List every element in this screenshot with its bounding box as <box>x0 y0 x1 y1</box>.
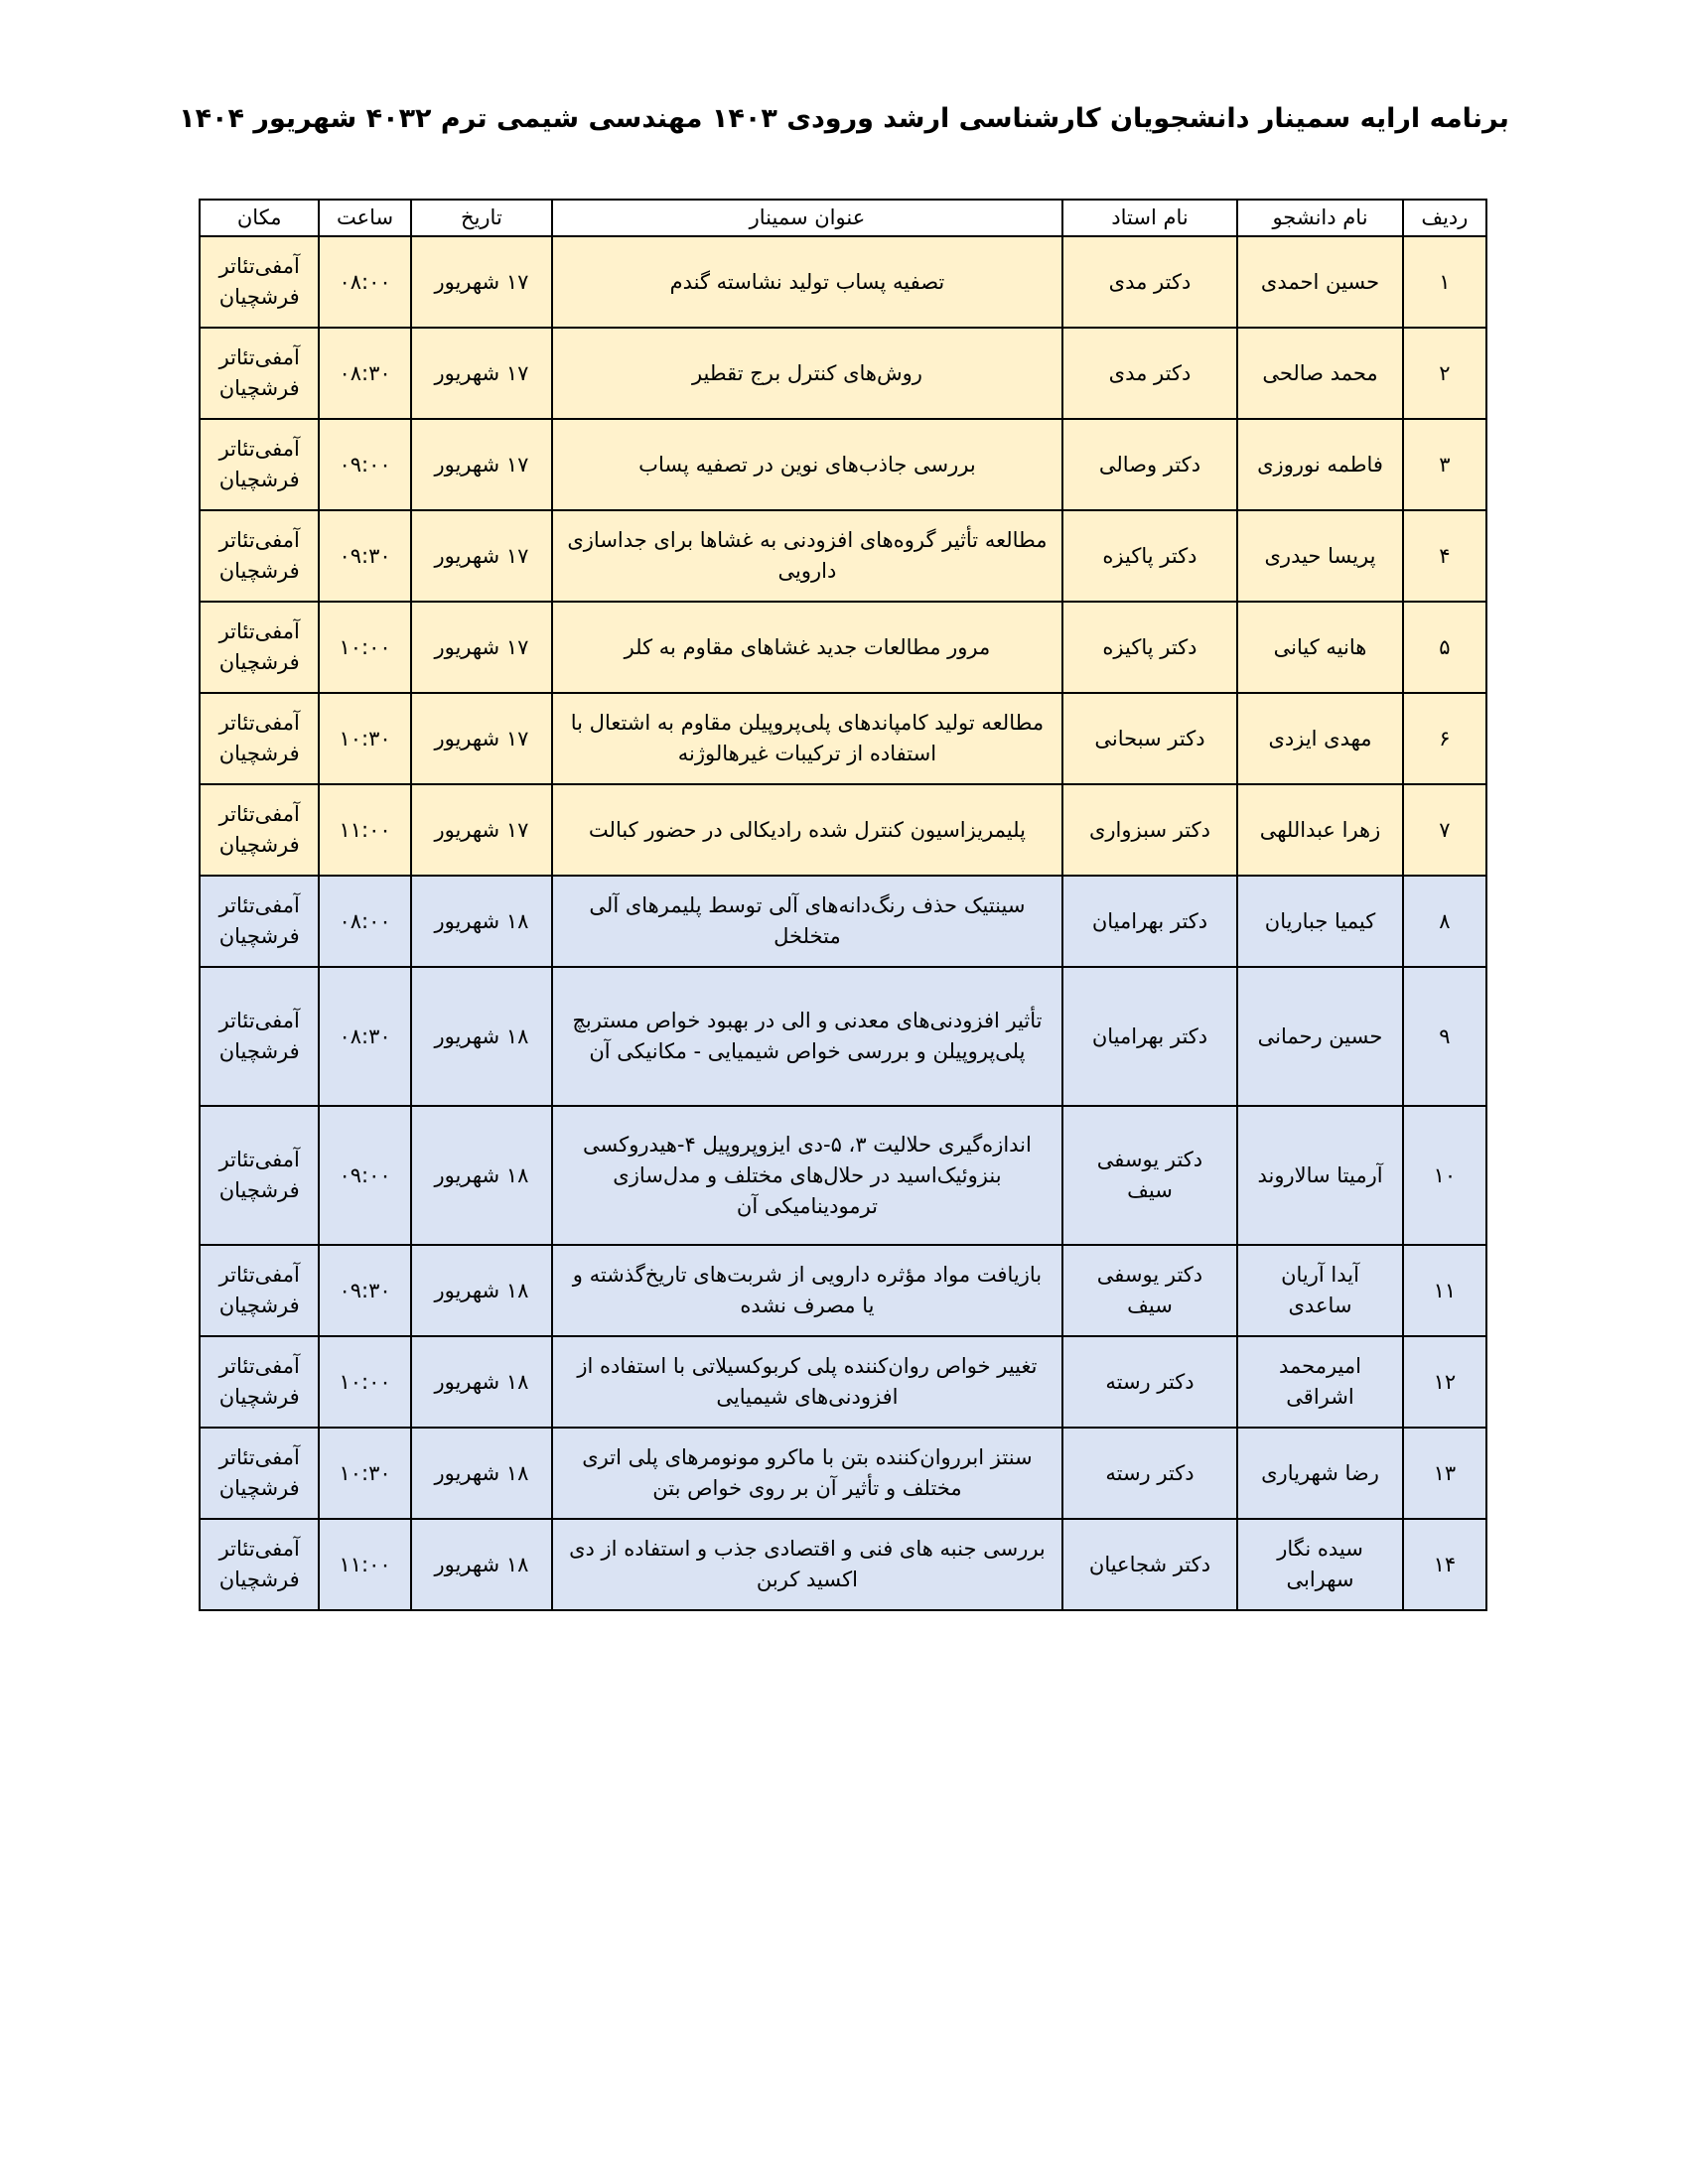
student-name-cell: رضا شهریاری <box>1237 1428 1403 1519</box>
time-cell: ۰۹:۳۰ <box>319 1245 410 1336</box>
row-number-cell: ۱۴ <box>1403 1519 1486 1610</box>
table-row <box>200 602 1486 693</box>
row-number-cell: ۵ <box>1403 602 1486 693</box>
row-number-cell: ۲ <box>1403 328 1486 419</box>
row-number-cell: ۱۱ <box>1403 1245 1486 1336</box>
table-row <box>200 1106 1486 1245</box>
professor-name-cell: دکتر یوسفی سیف <box>1062 1106 1238 1245</box>
header-seminar-title: عنوان سمینار <box>552 200 1062 236</box>
student-name-cell: زهرا عبداللهی <box>1237 784 1403 876</box>
header-student-name: نام دانشجو <box>1237 200 1403 236</box>
table-row <box>200 1336 1486 1428</box>
student-name-cell: مهدی ایزدی <box>1237 693 1403 784</box>
place-cell: آمفی‌تئاتر فرشچیان <box>200 1245 319 1336</box>
date-cell: ۱۸ شهریور <box>411 967 552 1106</box>
place-cell: آمفی‌تئاتر فرشچیان <box>200 693 319 784</box>
seminar-title-cell: بررسی جنبه های فنی و اقتصادی جذب و استفاده از دی اکسید کربن <box>552 1519 1062 1610</box>
professor-name-cell: دکتر وصالی <box>1062 419 1238 510</box>
table-row <box>200 967 1486 1106</box>
table-row <box>200 1519 1486 1610</box>
seminar-schedule-table <box>199 199 1487 1611</box>
place-cell: آمفی‌تئاتر فرشچیان <box>200 876 319 967</box>
professor-name-cell: دکتر سبزواری <box>1062 784 1238 876</box>
date-cell: ۱۷ شهریور <box>411 602 552 693</box>
seminar-title-cell: مطالعه تأثیر گروه‌های افزودنی به غشاها برای جداسازی دارویی <box>552 510 1062 602</box>
table-row <box>200 876 1486 967</box>
professor-name-cell: دکتر سبحانی <box>1062 693 1238 784</box>
student-name-cell: حسین احمدی <box>1237 236 1403 328</box>
place-cell: آمفی‌تئاتر فرشچیان <box>200 328 319 419</box>
professor-name-cell: دکتر شجاعیان <box>1062 1519 1238 1610</box>
date-cell: ۱۸ شهریور <box>411 1245 552 1336</box>
seminar-title-cell: مطالعه تولید کامپاندهای پلی‌پروپیلن مقاوم به اشتعال با استفاده از ترکیبات غیرهالوژنه <box>552 693 1062 784</box>
time-cell: ۰۹:۳۰ <box>319 510 410 602</box>
row-number-cell: ۹ <box>1403 967 1486 1106</box>
table-body <box>200 236 1486 1610</box>
professor-name-cell: دکتر بهرامیان <box>1062 876 1238 967</box>
time-cell: ۰۸:۳۰ <box>319 967 410 1106</box>
header-professor-name: نام استاد <box>1062 200 1238 236</box>
date-cell: ۱۸ شهریور <box>411 876 552 967</box>
row-number-cell: ۶ <box>1403 693 1486 784</box>
table-row <box>200 510 1486 602</box>
time-cell: ۰۸:۳۰ <box>319 328 410 419</box>
place-cell: آمفی‌تئاتر فرشچیان <box>200 602 319 693</box>
professor-name-cell: دکتر مدی <box>1062 328 1238 419</box>
date-cell: ۱۸ شهریور <box>411 1519 552 1610</box>
seminar-title-cell: تغییر خواص روان‌کننده پلی کربوکسیلاتی با استفاده از افزودنی‌های شیمیایی <box>552 1336 1062 1428</box>
date-cell: ۱۷ شهریور <box>411 693 552 784</box>
table-row <box>200 1245 1486 1336</box>
row-number-cell: ۸ <box>1403 876 1486 967</box>
table-row <box>200 1428 1486 1519</box>
seminar-title-cell: اندازه‌گیری حلالیت ۳، ۵-دی ایزوپروپیل ۴-هیدروکسی بنزوئیک‌اسید در حلال‌های مختلف و مدل‌سازی ترمودینامیکی آن <box>552 1106 1062 1245</box>
time-cell: ۱۰:۳۰ <box>319 1428 410 1519</box>
student-name-cell: کیمیا جباریان <box>1237 876 1403 967</box>
student-name-cell: هانیه کیانی <box>1237 602 1403 693</box>
table-row <box>200 693 1486 784</box>
place-cell: آمفی‌تئاتر فرشچیان <box>200 236 319 328</box>
place-cell: آمفی‌تئاتر فرشچیان <box>200 1519 319 1610</box>
seminar-title-cell: سینتیک حذف رنگ‌دانه‌های آلی توسط پلیمرهای آلی متخلخل <box>552 876 1062 967</box>
student-name-cell: پریسا حیدری <box>1237 510 1403 602</box>
student-name-cell: حسین رحمانی <box>1237 967 1403 1106</box>
date-cell: ۱۷ شهریور <box>411 510 552 602</box>
professor-name-cell: دکتر یوسفی سیف <box>1062 1245 1238 1336</box>
place-cell: آمفی‌تئاتر فرشچیان <box>200 1106 319 1245</box>
table-row <box>200 328 1486 419</box>
row-number-cell: ۱۲ <box>1403 1336 1486 1428</box>
student-name-cell: آرمیتا سالاروند <box>1237 1106 1403 1245</box>
table-row <box>200 419 1486 510</box>
time-cell: ۱۱:۰۰ <box>319 784 410 876</box>
header-time: ساعت <box>319 200 410 236</box>
time-cell: ۰۸:۰۰ <box>319 236 410 328</box>
date-cell: ۱۷ شهریور <box>411 419 552 510</box>
date-cell: ۱۷ شهریور <box>411 328 552 419</box>
place-cell: آمفی‌تئاتر فرشچیان <box>200 1336 319 1428</box>
professor-name-cell: دکتر پاکیزه <box>1062 602 1238 693</box>
date-cell: ۱۸ شهریور <box>411 1428 552 1519</box>
time-cell: ۱۰:۳۰ <box>319 693 410 784</box>
place-cell: آمفی‌تئاتر فرشچیان <box>200 419 319 510</box>
table-header-row <box>200 200 1486 236</box>
time-cell: ۰۹:۰۰ <box>319 419 410 510</box>
header-date: تاریخ <box>411 200 552 236</box>
date-cell: ۱۷ شهریور <box>411 784 552 876</box>
seminar-title-cell: تصفیه پساب تولید نشاسته گندم <box>552 236 1062 328</box>
place-cell: آمفی‌تئاتر فرشچیان <box>200 1428 319 1519</box>
header-place: مکان <box>200 200 319 236</box>
row-number-cell: ۳ <box>1403 419 1486 510</box>
table-row <box>200 236 1486 328</box>
seminar-title-cell: تأثیر افزودنی‌های معدنی و الی در بهبود خواص مستربچ پلی‌پروپیلن و بررسی خواص شیمیایی - مکانیکی آن <box>552 967 1062 1106</box>
seminar-title-cell: سنتز ابرروان‌کننده بتن با ماکرو مونومرهای پلی اتری مختلف و تأثیر آن بر روی خواص بتن <box>552 1428 1062 1519</box>
time-cell: ۱۱:۰۰ <box>319 1519 410 1610</box>
row-number-cell: ۱۰ <box>1403 1106 1486 1245</box>
row-number-cell: ۱ <box>1403 236 1486 328</box>
student-name-cell: سیده نگار سهرابی <box>1237 1519 1403 1610</box>
row-number-cell: ۷ <box>1403 784 1486 876</box>
place-cell: آمفی‌تئاتر فرشچیان <box>200 967 319 1106</box>
student-name-cell: امیرمحمد اشراقی <box>1237 1336 1403 1428</box>
professor-name-cell: دکتر مدی <box>1062 236 1238 328</box>
professor-name-cell: دکتر بهرامیان <box>1062 967 1238 1106</box>
place-cell: آمفی‌تئاتر فرشچیان <box>200 784 319 876</box>
student-name-cell: فاطمه نوروزی <box>1237 419 1403 510</box>
seminar-title-cell: بررسی جاذب‌های نوین در تصفیه پساب <box>552 419 1062 510</box>
place-cell: آمفی‌تئاتر فرشچیان <box>200 510 319 602</box>
page-title: برنامه ارایه سمینار دانشجویان کارشناسی ارشد ورودی ۱۴۰۳ مهندسی شیمی ترم ۴۰۳۲ شهریور ۱۴۰۴ <box>179 103 1509 134</box>
seminar-title-cell: روش‌های کنترل برج تقطیر <box>552 328 1062 419</box>
professor-name-cell: دکتر پاکیزه <box>1062 510 1238 602</box>
time-cell: ۱۰:۰۰ <box>319 602 410 693</box>
student-name-cell: محمد صالحی <box>1237 328 1403 419</box>
seminar-title-cell: بازیافت مواد مؤثره دارویی از شربت‌های تاریخ‌گذشته و یا مصرف نشده <box>552 1245 1062 1336</box>
time-cell: ۰۸:۰۰ <box>319 876 410 967</box>
table-row <box>200 784 1486 876</box>
professor-name-cell: دکتر رسته <box>1062 1336 1238 1428</box>
header-row-number: ردیف <box>1403 200 1486 236</box>
professor-name-cell: دکتر رسته <box>1062 1428 1238 1519</box>
row-number-cell: ۴ <box>1403 510 1486 602</box>
date-cell: ۱۸ شهریور <box>411 1336 552 1428</box>
date-cell: ۱۸ شهریور <box>411 1106 552 1245</box>
time-cell: ۱۰:۰۰ <box>319 1336 410 1428</box>
date-cell: ۱۷ شهریور <box>411 236 552 328</box>
seminar-title-cell: پلیمریزاسیون کنترل شده رادیکالی در حضور کبالت <box>552 784 1062 876</box>
time-cell: ۰۹:۰۰ <box>319 1106 410 1245</box>
row-number-cell: ۱۳ <box>1403 1428 1486 1519</box>
seminar-title-cell: مرور مطالعات جدید غشاهای مقاوم به کلر <box>552 602 1062 693</box>
student-name-cell: آیدا آریان ساعدی <box>1237 1245 1403 1336</box>
